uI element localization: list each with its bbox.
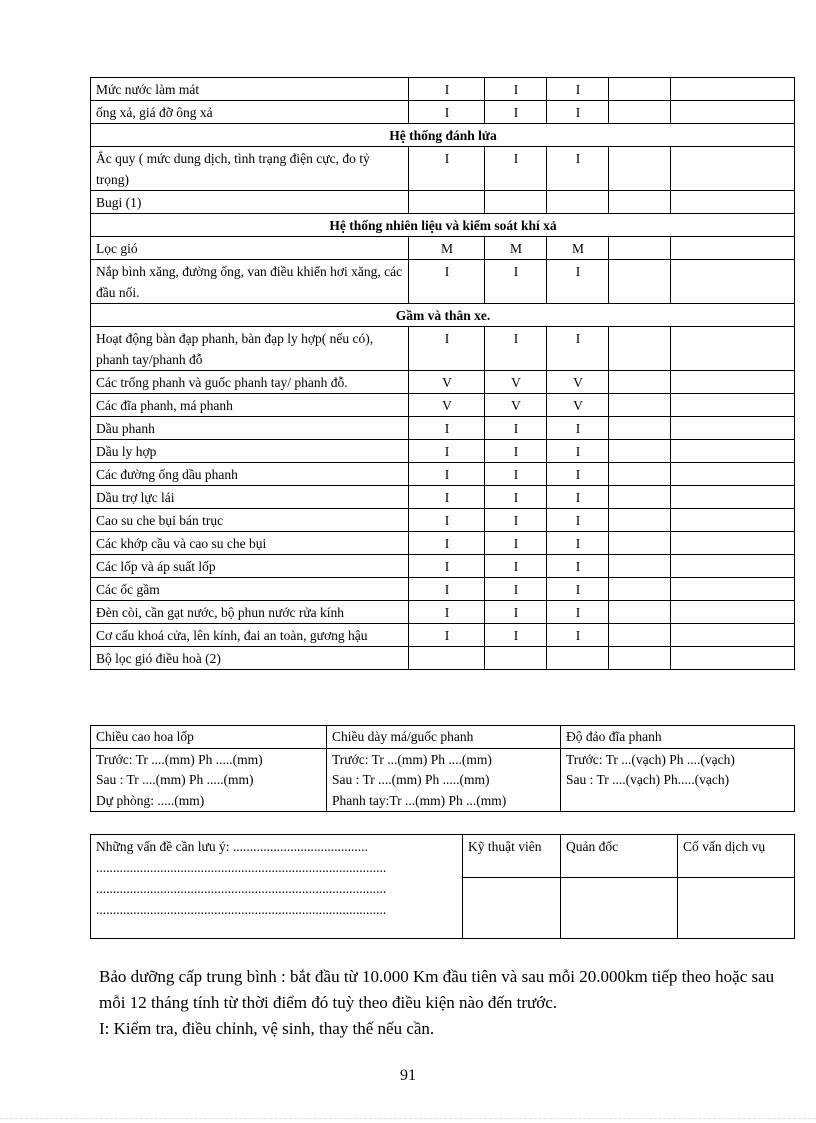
check-cell: I <box>409 147 485 191</box>
check-cell: I <box>485 101 547 124</box>
check-cell: I <box>485 417 547 440</box>
notes-cell <box>91 835 463 939</box>
check-cell: I <box>485 327 547 371</box>
legend-note: I: Kiểm tra, điều chỉnh, vệ sinh, thay thế nếu cần. <box>99 1019 435 1038</box>
blank-cell <box>671 532 795 555</box>
blank-cell <box>609 601 671 624</box>
check-cell: I <box>409 327 485 371</box>
table-row <box>91 147 795 191</box>
table-row <box>91 601 795 624</box>
check-cell: I <box>485 509 547 532</box>
check-cell: I <box>409 463 485 486</box>
blank-cell <box>609 394 671 417</box>
notes-label: Những vấn đề cần lưu ý: ........................................ <box>96 839 368 854</box>
check-cell: I <box>485 578 547 601</box>
item-label: Bộ lọc gió điều hoà (2) <box>91 647 409 670</box>
check-cell: V <box>409 394 485 417</box>
measurement-table <box>90 725 795 812</box>
check-cell: I <box>485 78 547 101</box>
table-row <box>91 555 795 578</box>
section-row <box>91 124 795 147</box>
service-interval-note: Bảo dưỡng cấp trung bình : bắt đầu từ 10.000 Km đầu tiên và sau mỗi 20.000km tiếp theo hoặc sau mỗi 12 tháng tính từ thời điểm đó tuỳ theo điều kiện nào đến trước. <box>99 967 775 1012</box>
check-cell: I <box>547 101 609 124</box>
check-cell: M <box>409 237 485 260</box>
check-cell <box>485 191 547 214</box>
blank-cell <box>609 509 671 532</box>
check-cell: I <box>547 601 609 624</box>
blank-cell <box>609 555 671 578</box>
foreman-signature <box>561 878 678 939</box>
notes-signature-table <box>90 834 795 939</box>
check-cell <box>547 647 609 670</box>
blank-cell <box>671 624 795 647</box>
blank-cell <box>671 601 795 624</box>
check-cell: I <box>409 260 485 304</box>
check-cell: I <box>547 578 609 601</box>
check-cell: I <box>409 532 485 555</box>
check-cell: V <box>409 371 485 394</box>
notes-dot-line: ...................................................................................... <box>96 902 387 917</box>
item-label: Đèn còi, cần gạt nước, bộ phun nước rửa kính <box>91 601 409 624</box>
check-cell: I <box>409 417 485 440</box>
item-label: ống xả, giá đỡ ông xả <box>91 101 409 124</box>
blank-cell <box>609 327 671 371</box>
footer-notes <box>99 964 789 1042</box>
disc-runout-header: Độ đảo đĩa phanh <box>561 726 795 749</box>
section-title: Gầm và thân xe. <box>91 304 795 327</box>
blank-cell <box>671 147 795 191</box>
tread-depth-header: Chiều cao hoa lốp <box>91 726 327 749</box>
blank-cell <box>609 237 671 260</box>
check-cell <box>547 191 609 214</box>
table-row <box>91 509 795 532</box>
advisor-signature <box>678 878 795 939</box>
technician-header: Kỹ thuật viên <box>463 835 561 878</box>
section-title: Hệ thống nhiên liệu và kiểm soát khí xả <box>91 214 795 237</box>
blank-cell <box>671 191 795 214</box>
blank-cell <box>609 101 671 124</box>
item-label: Cao su che bụi bán trục <box>91 509 409 532</box>
technician-signature <box>463 878 561 939</box>
check-cell: I <box>485 601 547 624</box>
blank-cell <box>671 486 795 509</box>
check-cell <box>485 647 547 670</box>
table-row <box>91 532 795 555</box>
item-label: Bugi (1) <box>91 191 409 214</box>
table-row <box>91 191 795 214</box>
blank-cell <box>671 371 795 394</box>
item-label: Các trống phanh và guốc phanh tay/ phanh đỗ. <box>91 371 409 394</box>
page-bottom-rule <box>0 1118 816 1119</box>
blank-cell <box>671 440 795 463</box>
check-cell: I <box>409 101 485 124</box>
item-label: Dầu ly hợp <box>91 440 409 463</box>
table-row <box>91 394 795 417</box>
check-cell: I <box>547 509 609 532</box>
blank-cell <box>671 647 795 670</box>
blank-cell <box>671 101 795 124</box>
table-row <box>91 440 795 463</box>
blank-cell <box>609 78 671 101</box>
blank-cell <box>671 327 795 371</box>
table-row <box>91 463 795 486</box>
blank-cell <box>609 532 671 555</box>
table-row <box>91 486 795 509</box>
section-row <box>91 214 795 237</box>
check-cell: V <box>485 371 547 394</box>
item-label: Dầu trợ lực lái <box>91 486 409 509</box>
item-label: Mức nước làm mát <box>91 78 409 101</box>
blank-cell <box>609 371 671 394</box>
check-cell: I <box>547 463 609 486</box>
check-cell: V <box>547 371 609 394</box>
disc-runout-values: Trước: Tr ...(vạch) Ph ....(vạch) Sau : Tr ....(vạch) Ph.....(vạch) <box>561 748 795 812</box>
item-label: Dầu phanh <box>91 417 409 440</box>
check-cell: I <box>547 78 609 101</box>
table-row <box>91 578 795 601</box>
blank-cell <box>609 463 671 486</box>
blank-cell <box>609 624 671 647</box>
item-label: Các khớp cầu và cao su che bụi <box>91 532 409 555</box>
check-cell: I <box>409 624 485 647</box>
check-cell: I <box>547 624 609 647</box>
pad-thickness-header: Chiều dày má/guốc phanh <box>327 726 561 749</box>
blank-cell <box>609 417 671 440</box>
blank-cell <box>609 440 671 463</box>
check-cell: I <box>409 555 485 578</box>
check-cell: I <box>485 463 547 486</box>
blank-cell <box>671 260 795 304</box>
blank-cell <box>609 191 671 214</box>
item-label: Các đĩa phanh, má phanh <box>91 394 409 417</box>
table-row <box>91 417 795 440</box>
item-label: Ắc quy ( mức dung dịch, tình trạng điện cực, đo tỷ trọng) <box>91 147 409 191</box>
check-cell <box>409 191 485 214</box>
table-row <box>91 327 795 371</box>
item-label: Cơ cấu khoá cửa, lên kính, đai an toàn, gương hậu <box>91 624 409 647</box>
check-cell: I <box>485 555 547 578</box>
check-cell: I <box>485 486 547 509</box>
check-cell: I <box>547 417 609 440</box>
blank-cell <box>671 509 795 532</box>
check-cell: I <box>547 147 609 191</box>
notes-dot-line: ...................................................................................... <box>96 860 387 875</box>
table-row <box>91 371 795 394</box>
pad-thickness-values: Trước: Tr ...(mm) Ph ....(mm) Sau : Tr ....(mm) Ph .....(mm) Phanh tay:Tr ...(mm) Ph ...(mm) <box>327 748 561 812</box>
check-cell: I <box>485 440 547 463</box>
check-cell <box>409 647 485 670</box>
check-cell: I <box>409 578 485 601</box>
section-row <box>91 304 795 327</box>
check-cell: M <box>547 237 609 260</box>
section-title: Hệ thống đánh lửa <box>91 124 795 147</box>
item-label: Lọc gió <box>91 237 409 260</box>
item-label: Hoạt động bàn đạp phanh, bàn đạp ly hợp( nếu có), phanh tay/phanh đỗ <box>91 327 409 371</box>
check-cell: M <box>485 237 547 260</box>
check-cell: I <box>485 624 547 647</box>
check-cell: I <box>547 486 609 509</box>
table-row <box>91 237 795 260</box>
blank-cell <box>609 647 671 670</box>
check-cell: I <box>547 260 609 304</box>
table-row <box>91 78 795 101</box>
check-cell: I <box>485 260 547 304</box>
check-cell: I <box>409 486 485 509</box>
advisor-header: Cố vấn dịch vụ <box>678 835 795 878</box>
check-cell: I <box>485 147 547 191</box>
check-cell: I <box>409 509 485 532</box>
blank-cell <box>671 463 795 486</box>
check-cell: I <box>547 440 609 463</box>
check-cell: I <box>547 555 609 578</box>
check-cell: I <box>409 440 485 463</box>
blank-cell <box>609 147 671 191</box>
page-number: 91 <box>400 1067 416 1084</box>
blank-cell <box>671 237 795 260</box>
check-cell: I <box>547 532 609 555</box>
item-label: Các ốc gầm <box>91 578 409 601</box>
check-cell: I <box>409 601 485 624</box>
blank-cell <box>671 578 795 601</box>
maintenance-table <box>90 77 795 670</box>
blank-cell <box>609 486 671 509</box>
table-row <box>91 647 795 670</box>
check-cell: V <box>547 394 609 417</box>
item-label: Nắp bình xăng, đường ống, van điều khiển hơi xăng, các đầu nối. <box>91 260 409 304</box>
tread-depth-values: Trước: Tr ....(mm) Ph .....(mm) Sau : Tr ....(mm) Ph .....(mm) Dự phòng: .....(mm) <box>91 748 327 812</box>
table-row <box>91 260 795 304</box>
blank-cell <box>609 578 671 601</box>
blank-cell <box>671 394 795 417</box>
item-label: Các lốp và áp suất lốp <box>91 555 409 578</box>
check-cell: I <box>409 78 485 101</box>
blank-cell <box>609 260 671 304</box>
check-cell: I <box>485 532 547 555</box>
item-label: Các đường ống dầu phanh <box>91 463 409 486</box>
notes-dot-line: ...................................................................................... <box>96 881 387 896</box>
foreman-header: Quản đốc <box>561 835 678 878</box>
blank-cell <box>671 78 795 101</box>
table-row <box>91 101 795 124</box>
blank-cell <box>671 417 795 440</box>
table-row <box>91 624 795 647</box>
check-cell: I <box>547 327 609 371</box>
blank-cell <box>671 555 795 578</box>
check-cell: V <box>485 394 547 417</box>
